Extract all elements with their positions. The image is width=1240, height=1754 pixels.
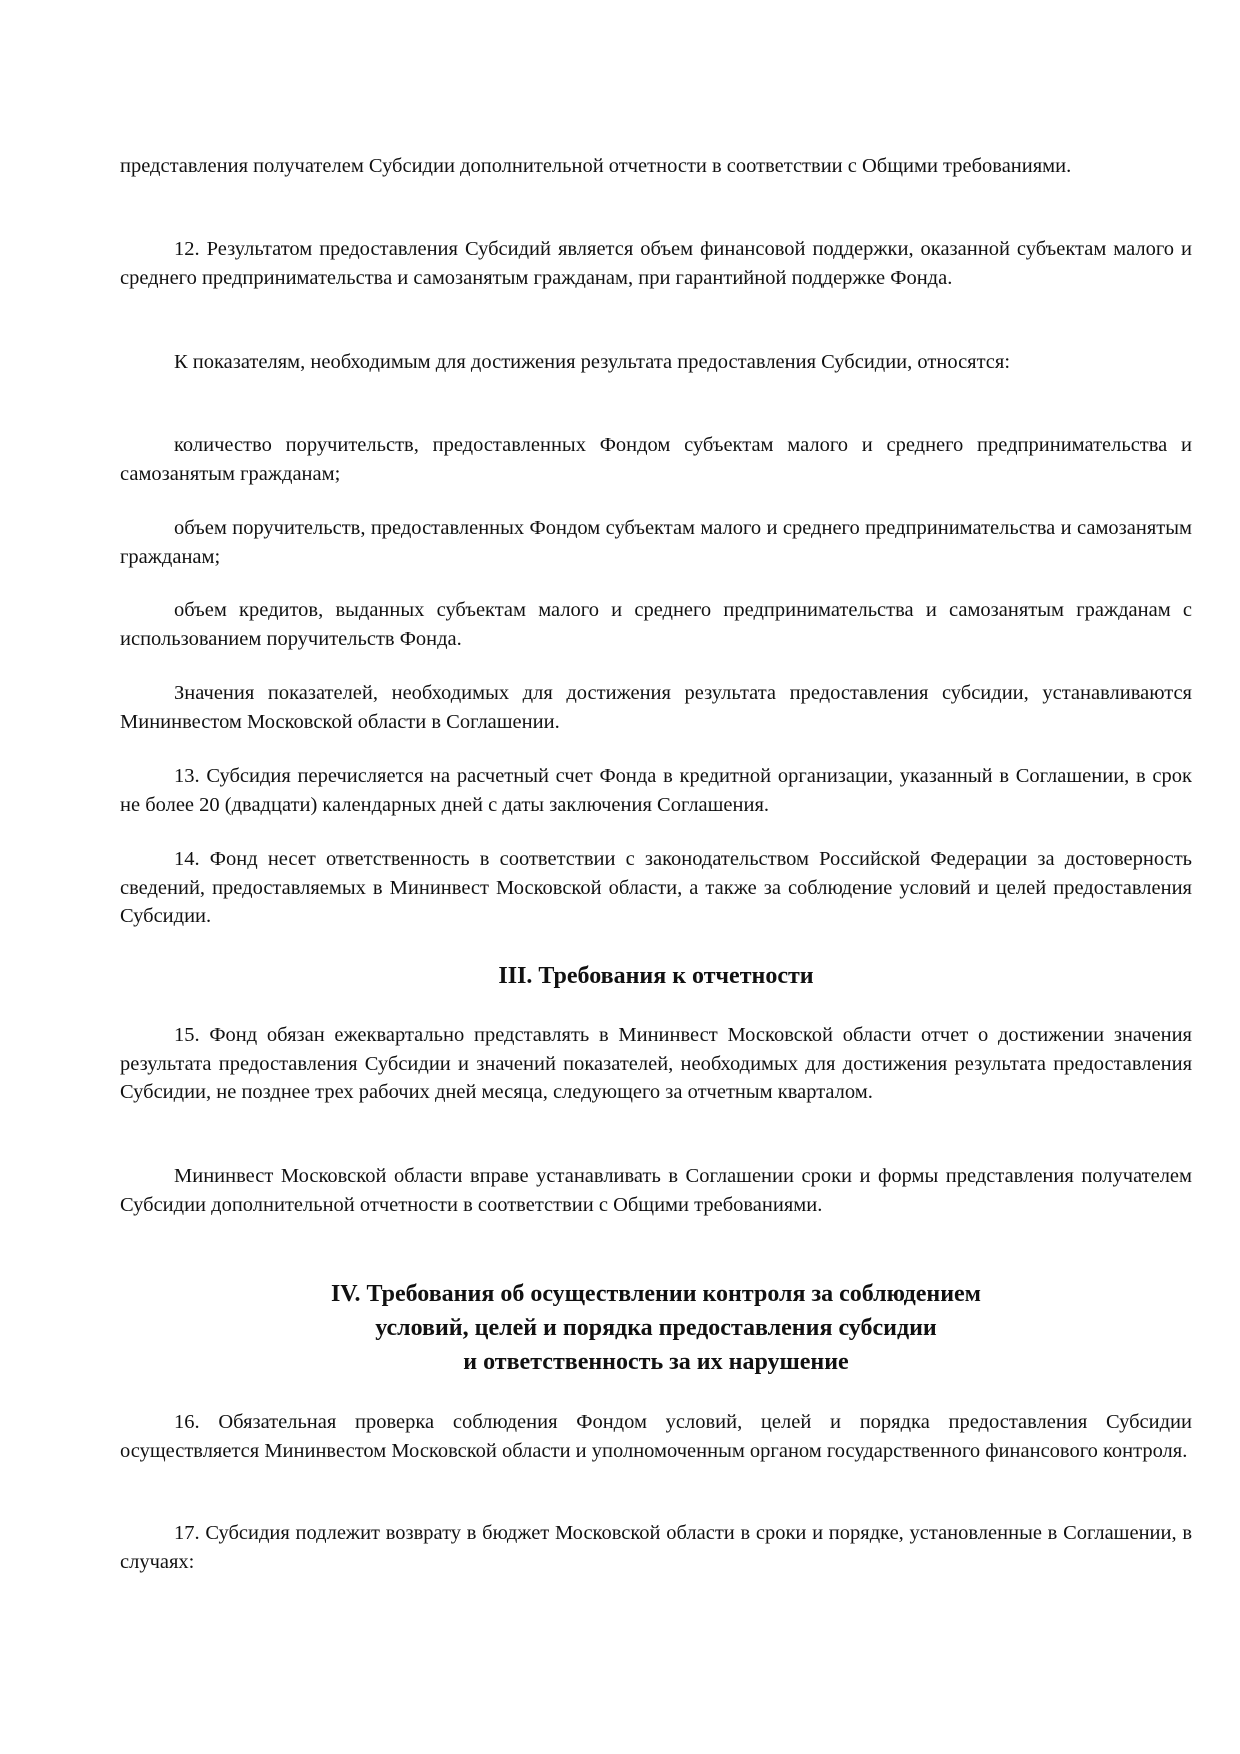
paragraph-15: 15. Фонд обязан ежеквартально представлять в Мининвест Московской области отчет о достижении значения результата предоставления Субсидии и значений показателей, необходимых для достижения результата предоставления Субсидии, не позднее трех рабочих дней месяца, следующего за отчетным кварталом. bbox=[120, 1024, 1192, 1104]
paragraph-continuation: представления получателем Субсидии дополнительной отчетности в соответствии с Общими требованиями. bbox=[120, 155, 1072, 177]
paragraph-indicator-1: количество поручительств, предоставленных Фондом субъектам малого и среднего предпринимательства и самозанятым гражданам; bbox=[120, 434, 1192, 485]
paragraph-14: 14. Фонд несет ответственность в соответствии с законодательством Российской Федерации за достоверность сведений, предоставляемых в Мининвест Московской области, а также за соблюдение условий и целей предоставления Субсидии. bbox=[120, 848, 1192, 928]
paragraph-indicator-values: Значения показателей, необходимых для достижения результата предоставления субсидии, устанавливаются Мининвестом Московской области в Соглашении. bbox=[120, 682, 1192, 733]
paragraph-16: 16. Обязательная проверка соблюдения Фондом условий, целей и порядка предоставления Субсидии осуществляется Мининвестом Московской области и уполномоченным органом государственного финансового контроля. bbox=[120, 1411, 1192, 1462]
section-4-heading-line-2: условий, целей и порядка предоставления субсидии bbox=[375, 1315, 937, 1341]
section-3-heading: III. Требования к отчетности bbox=[498, 963, 814, 989]
paragraph-reporting-terms: Мининвест Московской области вправе устанавливать в Соглашении сроки и формы представления получателем Субсидии дополнительной отчетности в соответствии с Общими требованиями. bbox=[120, 1165, 1192, 1216]
paragraph-13: 13. Субсидия перечисляется на расчетный счет Фонда в кредитной организации, указанный в Соглашении, в срок не более 20 (двадцати) календарных дней с даты заключения Соглашения. bbox=[120, 765, 1192, 816]
paragraph-indicators-intro: К показателям, необходимым для достижения результата предоставления Субсидии, относятся: bbox=[174, 351, 1011, 373]
section-4-heading-line-3: и ответственность за их нарушение bbox=[463, 1349, 849, 1375]
paragraph-12: 12. Результатом предоставления Субсидий является объем финансовой поддержки, оказанной субъектам малого и среднего предпринимательства и самозанятым гражданам, при гарантийной поддержке Фонда. bbox=[120, 238, 1192, 289]
paragraph-17: 17. Субсидия подлежит возврату в бюджет Московской области в сроки и порядке, установленные в Соглашении, в случаях: bbox=[120, 1522, 1192, 1573]
section-4-heading-line-1: IV. Требования об осуществлении контроля за соблюдением bbox=[330, 1281, 982, 1307]
paragraph-indicator-2: объем поручительств, предоставленных Фондом субъектам малого и среднего предпринимательства и самозанятым гражданам; bbox=[120, 517, 1192, 568]
paragraph-indicator-3: объем кредитов, выданных субъектам малого и среднего предпринимательства и самозанятым гражданам с использованием поручительств Фонда. bbox=[120, 599, 1192, 650]
